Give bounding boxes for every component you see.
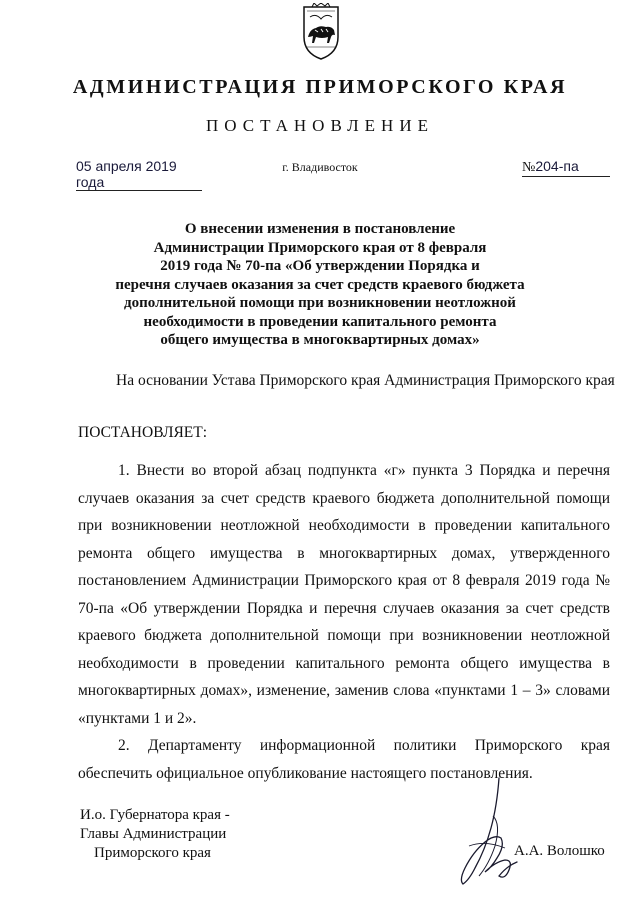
basis-statement: На основании Устава Приморского края Администрация Приморского края	[116, 372, 615, 389]
document-number: 204-па	[535, 158, 579, 174]
number-prefix: №	[522, 160, 536, 175]
coat-of-arms-icon	[298, 3, 344, 61]
title-line: Администрации Приморского края от 8 февраля	[153, 239, 487, 256]
paragraph-1: 1. Внести во второй абзац подпункта «г» пункта 3 Порядка и перечня случаев оказания за счет средств краевого бюджета дополнительной помощи при возникновении неотложной необходимости в проведении капитального ремонта общего имущества в многоквартирных домах, утвержденного постановлением Администрации Приморского края от 8 февраля 2019 года № 70-па «Об утверждении Порядка и перечня случаев оказания за счет средств краевого бюджета дополнительной помощи при возникновении неотложной необходимости в проведении капитального ремонта общего имущества в многоквартирных домах», изменение, заменив слова «пунктами 1 – 3» словами «пунктами 1 и 2».	[78, 462, 610, 727]
document-type: ПОСТАНОВЛЕНИЕ	[205, 116, 434, 135]
organization-name: АДМИНИСТРАЦИЯ ПРИМОРСКОГО КРАЯ	[72, 76, 568, 98]
title-line: О внесении изменения в постановление	[184, 221, 456, 237]
title-line: перечня случаев оказания за счет средств краевого бюджета	[115, 276, 525, 293]
position-line: И.о. Губернатора края -	[80, 807, 230, 823]
title-line: 2019 года № 70-па «Об утверждении Порядка и	[160, 258, 480, 274]
position-line: Главы Администрации	[80, 826, 227, 842]
document-body	[78, 457, 610, 787]
signatory-name: А.А. Волошко	[514, 843, 605, 859]
title-line: дополнительной помощи при возникновении неотложной	[124, 295, 516, 311]
decree-word: ПОСТАНОВЛЯЕТ:	[78, 424, 208, 441]
position-line: Приморского края	[94, 845, 211, 861]
handwritten-signature	[455, 776, 525, 888]
document-title	[90, 220, 550, 350]
document-city: г. Владивосток	[282, 160, 358, 174]
title-line: необходимости в проведении капитального ремонта	[143, 313, 497, 330]
signatory-position	[80, 806, 230, 863]
document-date: 05 апреля 2019 года	[76, 158, 202, 191]
document-number-field	[522, 158, 610, 177]
title-line: общего имущества в многоквартирных домах»	[160, 332, 480, 348]
paragraph-2: 2. Департаменту информационной политики Приморского края обеспечить официальное опубликование настоящего постановления.	[78, 737, 610, 782]
